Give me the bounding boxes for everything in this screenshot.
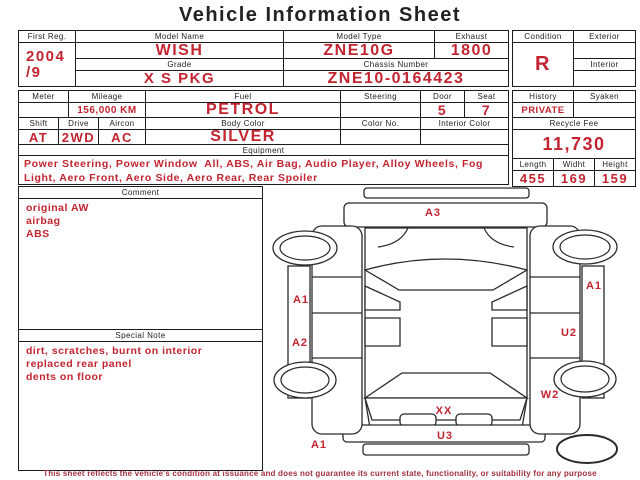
length-header: Length: [512, 158, 554, 171]
condition-header: Condition: [512, 30, 574, 43]
interior-color-header: Interior Color: [420, 117, 509, 130]
damage-code-a1: A1: [310, 439, 328, 451]
door-header: Door: [420, 90, 465, 103]
first-reg-value: [18, 42, 76, 87]
door-value: 5: [420, 102, 465, 118]
special-note-line: dirt, scratches, burnt on interior: [26, 345, 203, 357]
exhaust-value: 1800: [434, 42, 509, 59]
comment-line: original AW: [26, 202, 89, 214]
shift-header: Shift: [18, 117, 59, 130]
recycle-fee-value: 11,730: [512, 129, 636, 159]
special-note-content: [18, 341, 263, 471]
model-type-header: Model Type: [283, 30, 435, 43]
seat-header: Seat: [464, 90, 509, 103]
damage-code-xx: XX: [435, 405, 453, 417]
damage-code-a2: A2: [291, 337, 309, 349]
history-value: PRIVATE: [512, 102, 574, 118]
comment-line: airbag: [26, 215, 61, 228]
special-note-header: Special Note: [18, 329, 263, 342]
equipment-header: Equipment: [18, 144, 509, 156]
fuel-value: PETROL: [145, 102, 341, 118]
damage-code-u2: U2: [560, 327, 578, 339]
interior-color-value: [420, 129, 509, 145]
steering-value: [340, 102, 421, 118]
interior-value: [573, 70, 636, 87]
exhaust-header: Exhaust: [434, 30, 509, 43]
meter-header: Meter: [18, 90, 69, 103]
grade-value: X S PKG: [75, 70, 284, 87]
grade-header: Grade: [75, 58, 284, 71]
condition-value: R: [512, 42, 574, 87]
recycle-fee-header: Recycle Fee: [512, 117, 636, 130]
seat-value: 7: [464, 102, 509, 118]
window-cutout: [492, 318, 527, 346]
height-value: 159: [594, 170, 636, 187]
length-value: 455: [512, 170, 554, 187]
special-note-line: dents on floor: [26, 371, 103, 384]
tail-light-left: [400, 414, 436, 426]
page-title: Vehicle Information Sheet: [178, 4, 461, 26]
first-reg-header: First Reg.: [18, 30, 76, 43]
meter-value: [18, 102, 69, 118]
fuel-header: Fuel: [145, 90, 341, 103]
interior-header: Interior: [573, 58, 636, 71]
syaken-header: Syaken: [573, 90, 636, 103]
exterior-value: [573, 42, 636, 59]
rear-lower-strip: [363, 444, 529, 455]
disclaimer-text: This sheet reflects the vehicle's condition at issuance and does not guarantee its current state, functionality, or suitability for any purpose: [43, 469, 597, 478]
chassis-value: ZNE10-0164423: [283, 70, 509, 87]
model-name-value: WISH: [75, 42, 284, 59]
front-bumper: [344, 203, 547, 227]
special-note-line: replaced rear panel: [26, 358, 132, 371]
drive-value: 2WD: [58, 129, 99, 145]
damage-diagram: [268, 186, 640, 468]
color-no-value: [340, 129, 421, 145]
drive-header: Drive: [58, 117, 99, 130]
equipment-value: Power Steering, Power Window All, ABS, Air Bag, Audio Player, Alloy Wheels, Fog Light, Aero Front, Aero Side, Aero Rear, Rear Spoiler: [18, 155, 509, 185]
aircon-header: Aircon: [98, 117, 146, 130]
comment-content: [18, 198, 263, 330]
damage-code-a1: A1: [292, 294, 310, 306]
damage-code-u3: U3: [436, 430, 454, 442]
damage-code-a3: A3: [424, 207, 442, 219]
syaken-value: [573, 102, 636, 118]
window-cutout: [365, 318, 400, 346]
mileage-header: Mileage: [68, 90, 146, 103]
chassis-header: Chassis Number: [283, 58, 509, 71]
comment-line: ABS: [26, 228, 50, 241]
damage-code-w2: W2: [540, 389, 560, 401]
body-color-value: SILVER: [145, 129, 341, 145]
width-value: 169: [553, 170, 595, 187]
model-name-header: Model Name: [75, 30, 284, 43]
first-reg-month: /9: [26, 63, 42, 81]
first-reg-year: 2004: [26, 47, 66, 65]
spare-wheel: [557, 435, 617, 463]
exterior-header: Exterior: [573, 30, 636, 43]
history-header: History: [512, 90, 574, 103]
width-header: Widht: [553, 158, 595, 171]
front-lip: [364, 188, 529, 198]
comment-header: Comment: [18, 186, 263, 199]
damage-code-a1: A1: [585, 280, 603, 292]
shift-value: AT: [18, 129, 59, 145]
steering-header: Steering: [340, 90, 421, 103]
aircon-value: AC: [98, 129, 146, 145]
model-type-value: ZNE10G: [283, 42, 435, 59]
height-header: Height: [594, 158, 636, 171]
mileage-value: 156,000 KM: [68, 102, 146, 118]
body-color-header: Body Color: [145, 117, 341, 130]
color-no-header: Color No.: [340, 117, 421, 130]
tail-light-right: [456, 414, 492, 426]
